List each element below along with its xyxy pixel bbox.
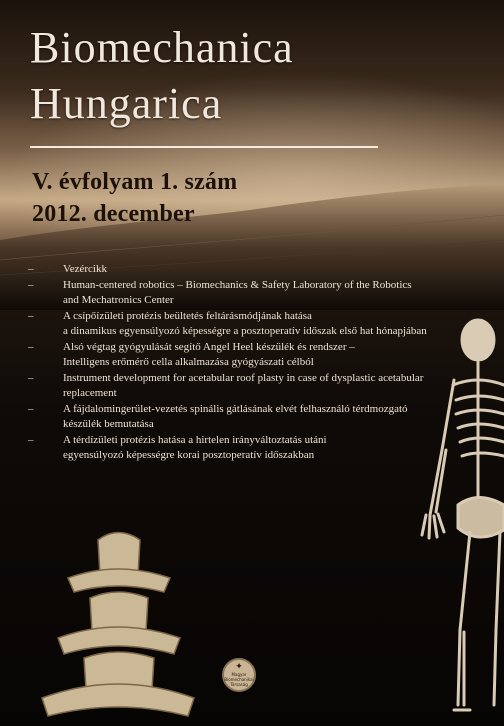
contents-dash: – [28,278,34,291]
skeleton-illustration [408,300,504,726]
contents-item-line1: Vezércikk [63,263,107,275]
contents-item-line2: egyensúlyozó képességre korai posztoperatív időszakban [63,449,315,461]
logo-text-line1: Magyar [231,672,247,677]
contents-item [28,402,468,433]
issue-date: 2012. december [32,201,195,227]
contents-item [28,340,468,371]
logo-text-line3: Társaság [230,682,248,687]
title-divider [30,146,378,148]
contents-item-line1: A csípőízületi protézis beültetés feltárásmódjának hatása [63,309,312,322]
contents-dash: – [28,263,34,275]
vertebra-illustration [28,520,208,726]
contents-dash: – [28,309,34,322]
society-logo-icon [222,658,256,692]
contents-dash: – [28,340,34,353]
contents-item [28,278,468,309]
contents-item [28,309,468,340]
contents-item-line1: A fájdalomingerület-vezetés spinális gátlásának elvét felhasználó térdmozgató [63,402,408,415]
contents-item [28,433,468,464]
contents-item-line2: and Mechatronics Center [63,294,174,306]
contents-item-line2: a dinamikus egyensúlyozó képességre a posztoperatív időszak első hat hónapjában [63,325,427,337]
logo-text-line2: Biomechanikai [224,677,254,682]
vitruvian-figure-icon: ✦ [235,662,243,672]
contents-dash: – [28,433,34,446]
contents-item-line2: replacement [63,387,117,399]
contents-item-line1: A térdízületi protézis hatása a hirtelen irányváltoztatás utáni [63,433,327,446]
contents-item [28,262,468,278]
contents-dash: – [28,402,34,415]
contents-dash: – [28,371,34,384]
contents-item-line2: Intelligens erőmérő cella alkalmazása gyógyászati célból [63,356,314,368]
contents-item-line1: Alsó végtag gyógyulását segítő Angel Heel készülék és rendszer – [63,340,355,353]
journal-title-line2: Hungarica [30,79,223,128]
contents-item-line1: Instrument development for acetabular roof plasty in case of dysplastic acetabular [63,371,424,384]
contents-item-line1: Human-centered robotics – Biomechanics & Safety Laboratory of the Robotics [63,278,412,291]
contents-item-line2: készülék bemutatása [63,418,154,430]
journal-title-line1: Biomechanica [30,23,294,72]
contents-item [28,371,468,402]
volume-issue: V. évfolyam 1. szám [32,169,238,195]
table-of-contents [28,262,468,464]
